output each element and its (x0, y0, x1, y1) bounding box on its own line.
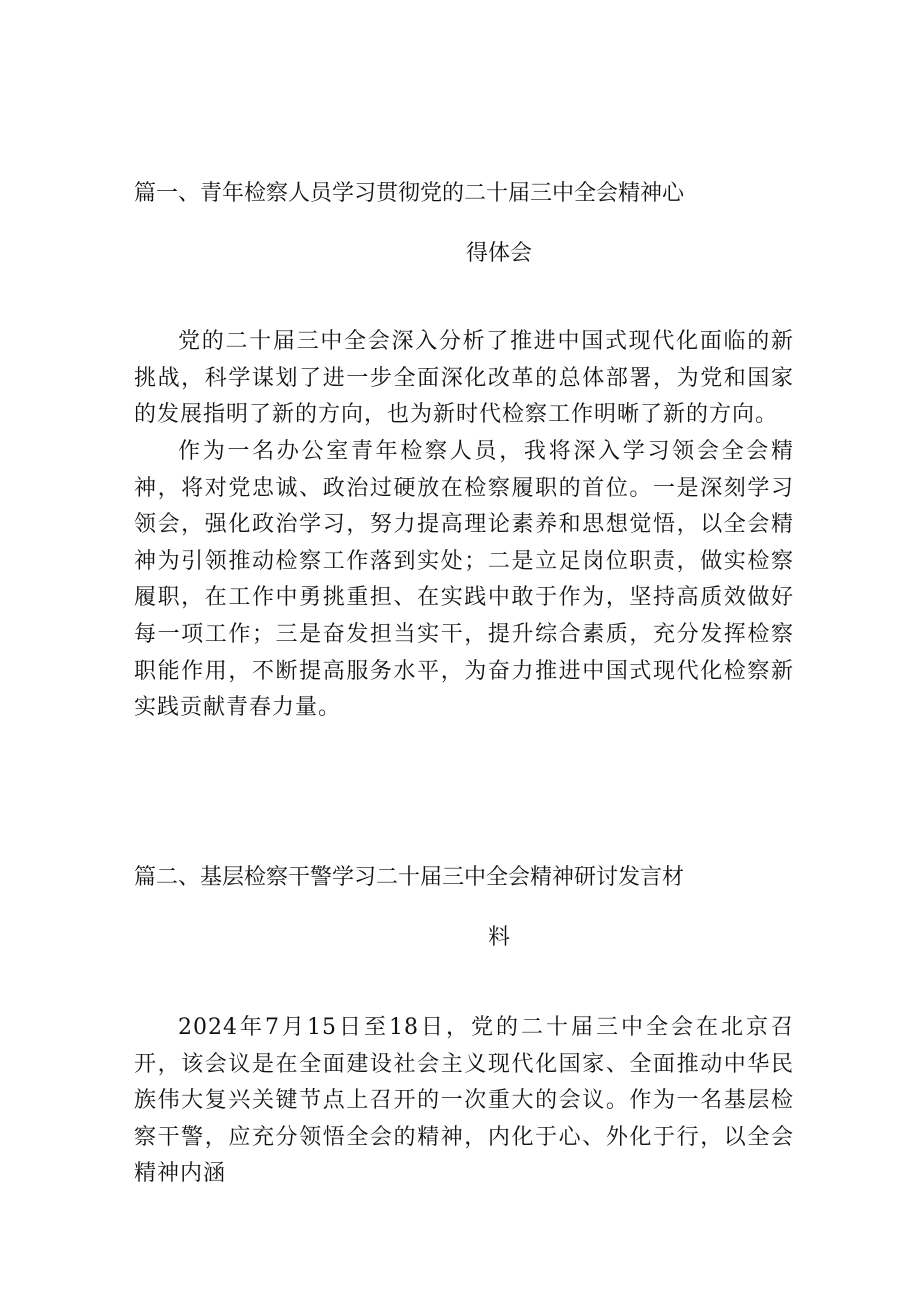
section-2-heading-line2: 料 (487, 925, 510, 950)
section-2-paragraph-1: 2024年7月15日至18日，党的二十届三中全会在北京召开，该会议是在全面建设社会主义现代化国家、全面推动中华民族伟大复兴关键节点上召开的一次重大的会议。作为一名基层检察干警，应充分领悟全会的精神，内化于心、外化于行，以全会精神内涵 (134, 1015, 794, 1187)
section-1-heading-line1: 篇一、青年检察人员学习贯彻党的二十届三中全会精神心 (134, 181, 685, 206)
section-1-paragraph-1: 党的二十届三中全会深入分析了推进中国式现代化面临的新挑战，科学谋划了进一步全面深化改革的总体部署，为党和国家的发展指明了新的方向，也为新时代检察工作明晰了新的方向。 (134, 329, 794, 428)
section-1-paragraph-2: 作为一名办公室青年检察人员，我将深入学习领会全会精神，将对党忠诚、政治过硬放在检察履职的首位。一是深刻学习领会，强化政治学习，努力提高理论素养和思想觉悟，以全会精神为引领推动检察工作落到实处；二是立足岗位职责，做实检察履职，在工作中勇挑重担、在实践中敢于作为，坚持高质效做好每一项工作；三是奋发担当实干，提升综合素质，充分发挥检察职能作用，不断提高服务水平，为奋力推进中国式现代化检察新实践贡献青春力量。 (134, 439, 794, 721)
section-1-heading-line2: 得体会 (465, 241, 532, 266)
section-2-heading-line1: 篇二、基层检察干警学习二十届三中全会精神研讨发言材 (134, 865, 685, 890)
